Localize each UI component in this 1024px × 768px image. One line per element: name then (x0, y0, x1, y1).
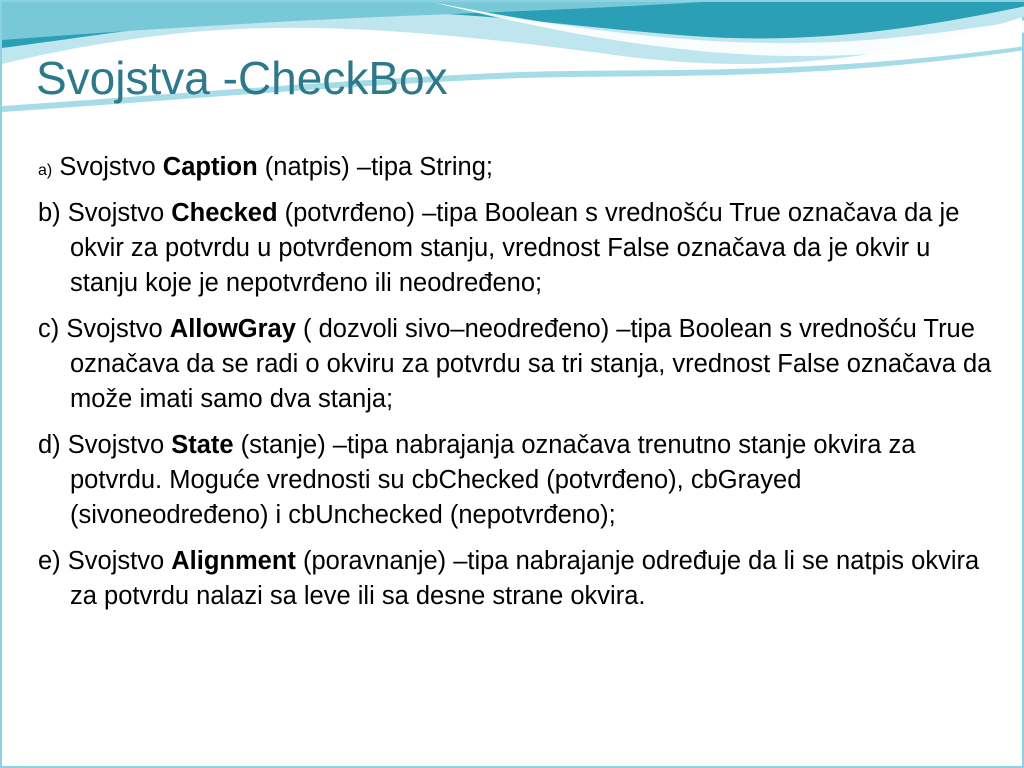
item-text-before: Svojstvo (60, 199, 172, 227)
item-text-after: (potvrđeno) –tipa Boolean s vrednošću True označava da je okvir za potvrdu u potvrđenom stanju, vrednost False označava da je okvir u stanju koje je nepotvrđeno ili neodređeno; (70, 199, 960, 297)
item-keyword: Alignment (171, 547, 296, 575)
item-text-after: (natpis) –tipa String; (257, 153, 493, 181)
item-marker: d) (38, 431, 61, 459)
item-text-before: Svojstvo (52, 153, 163, 181)
list-item-state (38, 428, 998, 533)
item-text-after: ( dozvoli sivo–neodređeno) –tipa Boolean s vrednošću True označava da se radi o okviru za potvrdu sa tri stanja, vrednost False označava da može imati samo dva stanja; (70, 315, 992, 413)
item-marker: e) (38, 547, 61, 575)
item-keyword: Caption (162, 153, 258, 181)
item-marker: b) (38, 199, 61, 227)
item-text-after: (poravnanje) –tipa nabrajanje određuje da li se natpis okvira za potvrdu nalazi sa leve ili sa desne strane okvira. (70, 547, 980, 610)
item-keyword: Checked (171, 199, 278, 227)
item-keyword: State (171, 431, 234, 459)
item-text-after: (stanje) –tipa nabrajanja označava trenutno stanje okvira za potvrdu. Moguće vrednosti su cbChecked (potvrđeno), cbGrayed (sivoneodređeno) i cbUnchecked (nepotvrđeno); (70, 431, 916, 529)
list-item-alignment (38, 544, 998, 614)
item-marker: a) (38, 162, 53, 179)
item-marker: c) (38, 315, 60, 343)
item-keyword: AllowGray (169, 315, 296, 343)
list-item-caption (38, 150, 998, 188)
item-text-before: Svojstvo (60, 431, 172, 459)
slide-body (38, 150, 998, 625)
slide-title: Svojstva -CheckBox (36, 52, 448, 104)
item-text-before: Svojstvo (59, 315, 170, 343)
item-text-before: Svojstvo (60, 547, 172, 575)
list-item-checked (38, 196, 998, 301)
list-item-allowgray (38, 312, 998, 417)
